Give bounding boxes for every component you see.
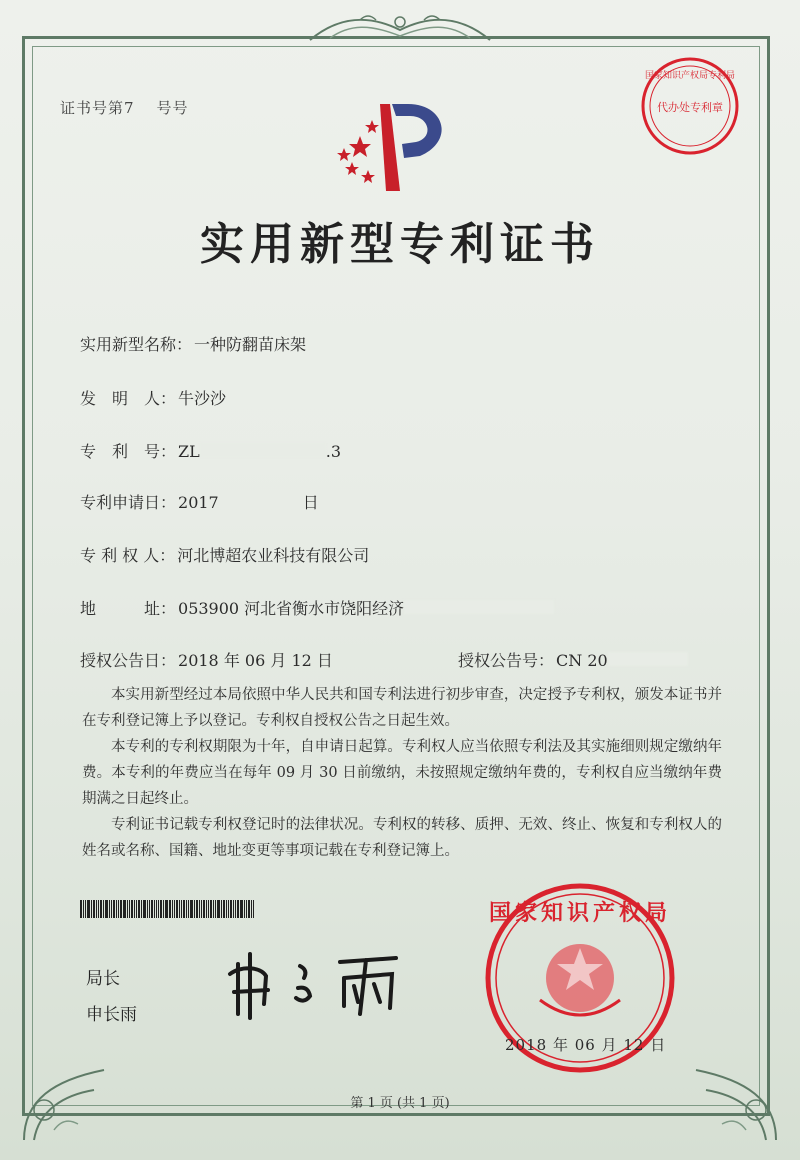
application-date-label: 专利申请日： xyxy=(80,493,177,512)
director-title: 局长 xyxy=(86,969,120,989)
official-seal-text: 国家知识产权局 xyxy=(488,900,672,926)
certificate-number xyxy=(60,97,189,118)
grant-number-row xyxy=(458,648,688,671)
agency-corner-seal xyxy=(630,54,750,158)
grant-number-label: 授权公告号： xyxy=(458,651,555,670)
certificate-number-suffix: 号号 xyxy=(156,99,189,117)
application-date-value-end: 日 xyxy=(302,493,319,512)
patent-number-row xyxy=(80,439,341,462)
seal-date: 2018 年 06 月 12 日 xyxy=(505,1036,667,1054)
certificate-paragraph-1: 本实用新型经过本局依照中华人民共和国专利法进行初步审查，决定授予专利权，颁发本证书并在专利登记簿上予以登记。专利权自授权公告之日起生效。 xyxy=(82,687,722,729)
inventor-label: 发 明 人： xyxy=(80,389,177,408)
utility-model-name-label: 实用新型名称： xyxy=(80,335,193,354)
utility-model-name-row xyxy=(80,332,306,355)
application-date-row xyxy=(80,490,319,513)
patent-number-value-start: ZL xyxy=(178,442,200,461)
grant-date-value: 2018 年 06 月 12 日 xyxy=(178,651,333,670)
corner-seal-ring-text: 国家知识产权局专利局 xyxy=(644,71,736,81)
certificate-title: 实用新型专利证书 xyxy=(200,219,600,270)
top-ornament xyxy=(300,10,500,46)
patentee-value: 河北博超农业科技有限公司 xyxy=(177,546,370,565)
certificate-paragraph-2: 本专利的专利权期限为十年，自申请日起算。专利权人应当依照专利法及其实施细则规定缴纳年费。本专利的年费应当在每年 09 月 30 日前缴纳，未按照规定缴纳年费的，专利权自应当缴纳年费期满之日起终止。 xyxy=(82,739,722,807)
certificate-number-prefix: 证书号第7 xyxy=(60,99,135,117)
corner-seal-inner-text: 代办处专利章 xyxy=(657,101,723,114)
page-footer: 第 1 页 (共 1 页) xyxy=(350,1096,450,1111)
director-name: 申长雨 xyxy=(86,1005,137,1025)
grant-date-label: 授权公告日： xyxy=(80,651,177,670)
patentee-row xyxy=(80,543,369,566)
application-date-value-start: 2017 xyxy=(178,493,219,512)
director-signature xyxy=(220,944,420,1024)
inventor-row xyxy=(80,386,226,409)
patent-number-label: 专 利 号： xyxy=(80,442,177,461)
grant-date-row xyxy=(80,648,333,671)
address-value: 053900 河北省衡水市饶阳经济 xyxy=(178,599,405,618)
utility-model-name-value: 一种防翻苗床架 xyxy=(194,335,307,354)
patentee-label: 专 利 权 人： xyxy=(80,546,176,565)
patent-office-logo xyxy=(330,96,470,196)
grant-number-value: CN 20 xyxy=(556,651,608,670)
certificate-barcode xyxy=(80,900,300,918)
address-row xyxy=(80,596,554,619)
certificate-paragraph-3: 专利证书记载专利权登记时的法律状况。专利权的转移、质押、无效、终止、恢复和专利权人的姓名或名称、国籍、地址变更等事项记载在专利登记簿上。 xyxy=(82,817,722,859)
inventor-value: 牛沙沙 xyxy=(178,389,227,408)
patent-number-value-end: .3 xyxy=(325,442,342,461)
address-label: 地 址： xyxy=(80,599,177,618)
